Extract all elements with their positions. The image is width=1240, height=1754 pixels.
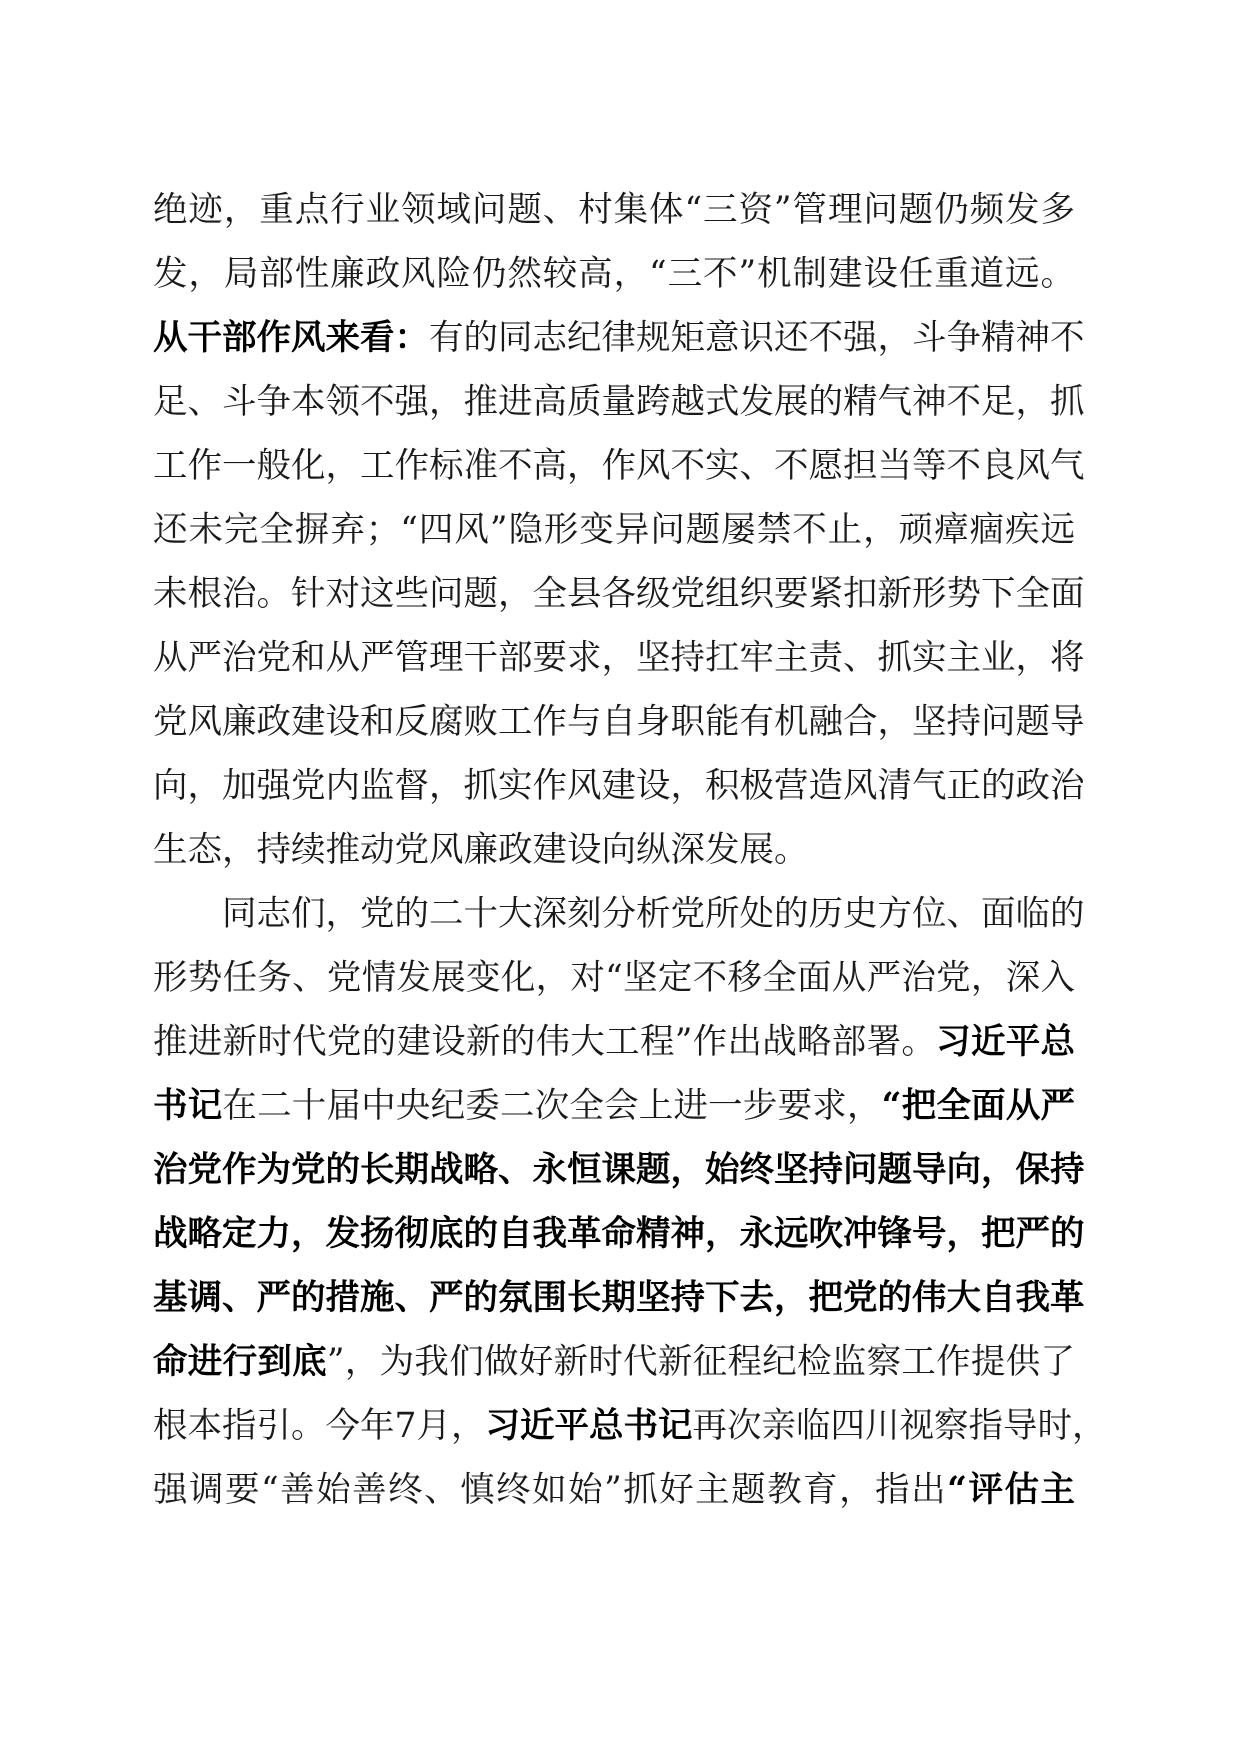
text-line [153,818,1075,882]
text-segment: 足、斗争本领不强，推进高质量跨越式发展的精气神不足，抓 [153,382,1085,422]
bold-quote-segment: “评估主 [947,1470,1075,1510]
bold-quote-segment: 战略定力，发扬彻底的自我革命精神，永远吹冲锋号，把严的 [153,1214,1085,1254]
text-line [153,1202,1085,1266]
text-segment: ”，为我们做好新时代新征程纪检监察工作提供了 [326,1342,1076,1382]
text-segment: 工作一般化，工作标准不高，作风不实、不愿担当等不良风气 [153,446,1085,486]
text-line [153,626,1085,690]
text-line [153,754,1085,818]
text-line [153,562,1085,626]
text-line [153,1458,1075,1522]
text-line [153,306,1085,370]
text-line [153,946,1075,1010]
text-segment: 发，局部性廉政风险仍然较高，“三不”机制建设任重道远。 [153,254,1075,294]
text-segment: 绝迹，重点行业领域问题、村集体“三资”管理问题仍频发多 [153,190,1075,230]
text-segment: 党风廉政建设和反腐败工作与自身职能有机融合，坚持问题导 [153,702,1085,742]
text-segment: 向，加强党内监督，抓实作风建设，积极营造风清气正的政治 [153,766,1085,806]
bold-quote-segment: 命进行到底 [153,1342,327,1382]
text-line [153,1010,1075,1074]
section-heading-cadre-style: 从干部作风来看： [153,318,429,358]
text-line [153,1074,1075,1138]
bold-segment: 书记 [153,1086,223,1126]
bold-quote-segment: “把全面从严 [881,1086,1076,1126]
text-line [153,1266,1085,1330]
text-line [153,1394,1107,1458]
text-segment: 生态，持续推动党风廉政建设向纵深发展。 [153,830,809,870]
text-line [153,498,1075,562]
bold-quote-segment: 基调、严的措施、严的氛围长期坚持下去，把党的伟大自我革 [153,1278,1085,1318]
text-segment: 根本指引。今年7月， [153,1406,486,1446]
text-line [153,690,1085,754]
text-line [153,242,1075,306]
text-line [153,178,1075,242]
text-segment: 再次亲临四川视察指导时， [692,1406,1107,1446]
bold-quote-segment: 治党作为党的长期战略、永恒课题，始终坚持问题导向，保持 [153,1150,1085,1190]
text-segment: 强调要“善始善终、慎终如始”抓好主题教育，指出 [153,1470,948,1510]
text-segment: 同志们，党的二十大深刻分析党所处的历史方位、面临的 [222,894,1085,934]
text-line [153,1330,1075,1394]
text-segment: 从严治党和从严管理干部要求，坚持扛牢主责、抓实主业，将 [153,638,1085,678]
body-text [153,178,1107,1522]
text-segment: 未根治。针对这些问题，全县各级党组织要紧扣新形势下全面 [153,574,1085,614]
paragraph-start-line [153,882,1085,946]
text-line [153,370,1085,434]
text-segment: 有的同志纪律规矩意识还不强，斗争精神不 [429,318,1085,358]
text-segment: 推进新时代党的建设新的伟大工程”作出战略部署。 [153,1022,937,1062]
bold-segment: 习近平总 [936,1022,1076,1062]
text-line [153,434,1085,498]
text-line [153,1138,1085,1202]
text-segment: 还未完全摒弃；“四风”隐形变异问题屡禁不止，顽瘴痼疾远 [153,510,1075,550]
text-segment: 在二十届中央纪委二次全会上进一步要求， [222,1086,882,1126]
bold-segment: 习近平总书记 [485,1406,693,1446]
text-segment: 形势任务、党情发展变化，对“坚定不移全面从严治党，深入 [153,958,1075,998]
